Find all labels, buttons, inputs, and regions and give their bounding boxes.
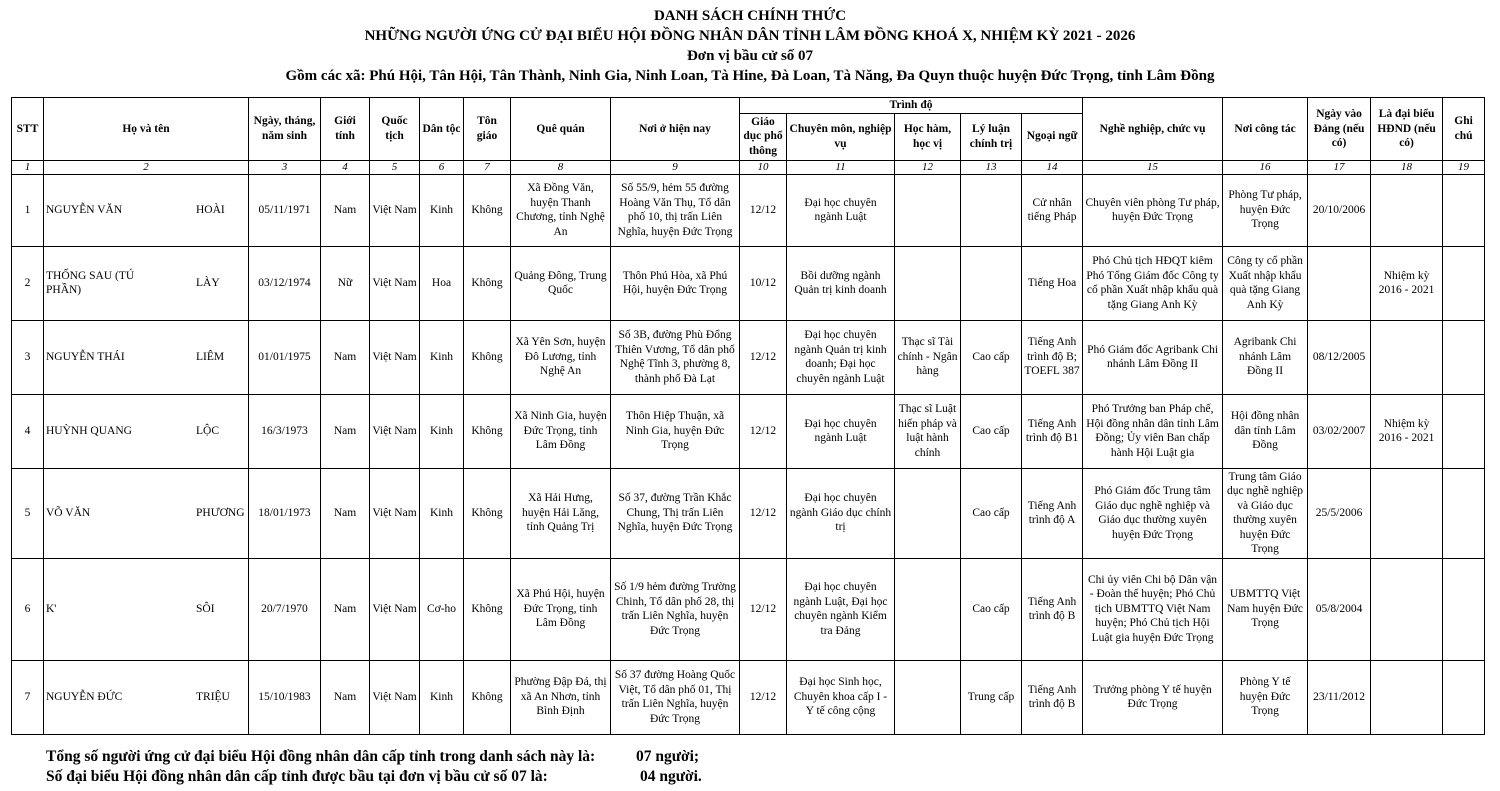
cell-former-delegate: Nhiệm kỳ 2016 - 2021 (1371, 394, 1443, 468)
cell-nationality: Việt Nam (370, 558, 420, 660)
cell-stt: 4 (12, 394, 44, 468)
cell-ethnicity: Kinh (420, 394, 464, 468)
cell-general-edu: 12/12 (740, 320, 787, 394)
col-occupation: Nghề nghiệp, chức vụ (1083, 98, 1223, 161)
cell-general-edu: 12/12 (740, 558, 787, 660)
cell-name (44, 320, 249, 394)
communes-line: Gồm các xã: Phú Hội, Tân Hội, Tân Thành, Ninh Gia, Ninh Loan, Tà Hine, Đà Loan, Tà Năng, Đa Quyn thuộc huyện Đức Trọng, tỉnh Lâm Đồng (285, 68, 1215, 84)
table-row (12, 174, 1485, 246)
col-education-group: Trình độ (740, 98, 1083, 114)
col-note: Ghi chú (1443, 98, 1485, 161)
col-general-edu: Giáo dục phổ thông (740, 113, 787, 160)
cell-nationality: Việt Nam (370, 320, 420, 394)
cell-gender: Nam (321, 394, 370, 468)
col-hometown: Quê quán (511, 98, 611, 161)
column-number: 8 (511, 160, 611, 174)
col-ethnicity: Dân tộc (420, 98, 464, 161)
table-row (12, 246, 1485, 320)
col-religion: Tôn giáo (464, 98, 511, 161)
cell-stt: 5 (12, 468, 44, 558)
cell-specialty: Đại học chuyên ngành Luật (787, 394, 895, 468)
document-header (0, 6, 1500, 86)
given-name: LỘC (196, 424, 219, 437)
cell-academic: Thạc sĩ Luật hiến pháp và luật hành chính (895, 394, 961, 468)
column-number: 14 (1022, 160, 1083, 174)
col-academic: Học hàm, học vị (895, 113, 961, 160)
col-workplace: Nơi công tác (1223, 98, 1308, 161)
cell-ethnicity: Kinh (420, 660, 464, 734)
cell-dob: 01/01/1975 (249, 320, 321, 394)
table-row (12, 558, 1485, 660)
cell-hometown: Quảng Đông, Trung Quốc (511, 246, 611, 320)
col-residence: Nơi ở hiện nay (611, 98, 740, 161)
col-former-delegate: Là đại biểu HĐND (nếu có) (1371, 98, 1443, 161)
cell-hometown: Xã Đồng Văn, huyện Thanh Chương, tỉnh Nghệ An (511, 174, 611, 246)
col-language: Ngoại ngữ (1022, 113, 1083, 160)
cell-ethnicity: Cơ-ho (420, 558, 464, 660)
cell-residence: Số 37, đường Trần Khắc Chung, Thị trấn Liên Nghĩa, huyện Đức Trọng (611, 468, 740, 558)
cell-workplace: Trung tâm Giáo dục nghề nghiệp và Giáo dục thường xuyên huyện Đức Trọng (1223, 468, 1308, 558)
cell-academic: Thạc sĩ Tài chính - Ngân hàng (895, 320, 961, 394)
cell-party-date: 23/11/2012 (1308, 660, 1371, 734)
cell-political (961, 174, 1022, 246)
cell-specialty: Đại học Sinh học, Chuyên khoa cấp I - Y tế công cộng (787, 660, 895, 734)
table-row (12, 320, 1485, 394)
candidates-body (12, 174, 1485, 734)
cell-ethnicity: Kinh (420, 468, 464, 558)
column-number: 7 (464, 160, 511, 174)
cell-hometown: Xã Hải Hưng, huyện Hải Lăng, tỉnh Quảng Trị (511, 468, 611, 558)
cell-nationality: Việt Nam (370, 468, 420, 558)
cell-religion: Không (464, 558, 511, 660)
cell-political: Cao cấp (961, 468, 1022, 558)
column-number: 4 (321, 160, 370, 174)
document-subtitle: NHỮNG NGƯỜI ỨNG CỬ ĐẠI BIỂU HỘI ĐỒNG NHÂN DÂN TỈNH LÂM ĐỒNG KHOÁ X, NHIỆM KỲ 2021 - 2026 (364, 28, 1136, 44)
footer-total-value: 07 người; (636, 748, 700, 765)
cell-occupation: Phó Chủ tịch HĐQT kiêm Phó Tổng Giám đốc Công ty cổ phần Xuất nhập khẩu quà tặng Giang Anh Kỳ (1083, 246, 1223, 320)
column-number: 3 (249, 160, 321, 174)
cell-former-delegate: Nhiệm kỳ 2016 - 2021 (1371, 246, 1443, 320)
cell-nationality: Việt Nam (370, 174, 420, 246)
col-dob: Ngày, tháng, năm sinh (249, 98, 321, 161)
column-number: 10 (740, 160, 787, 174)
column-number: 16 (1223, 160, 1308, 174)
cell-hometown: Phường Đập Đá, thị xã An Nhơn, tỉnh Bình Định (511, 660, 611, 734)
cell-residence: Thôn Phú Hòa, xã Phú Hội, huyện Đức Trọng (611, 246, 740, 320)
cell-name (44, 246, 249, 320)
cell-occupation: Chuyên viên phòng Tư pháp, huyện Đức Trọng (1083, 174, 1223, 246)
cell-specialty: Đại học chuyên ngành Quản trị kinh doanh; Đại học chuyên ngành Luật (787, 320, 895, 394)
column-number: 2 (44, 160, 249, 174)
cell-occupation: Phó Giám đốc Trung tâm Giáo dục nghề nghiệp và Giáo dục thường xuyên huyện Đức Trọng (1083, 468, 1223, 558)
cell-general-edu: 12/12 (740, 174, 787, 246)
document-title: DANH SÁCH CHÍNH THỨC (653, 8, 847, 24)
column-number-row (12, 160, 1485, 174)
cell-dob: 20/7/1970 (249, 558, 321, 660)
family-name: HUỲNH QUANG (46, 424, 132, 437)
cell-residence: Số 3B, đường Phù Đổng Thiên Vương, Tổ dân phố Nghệ Tĩnh 3, phường 8, thành phố Đà Lạt (611, 320, 740, 394)
family-name: VÕ VĂN (46, 506, 91, 519)
cell-specialty: Đại học chuyên ngành Luật, Đại học chuyên ngành Kiểm tra Đảng (787, 558, 895, 660)
cell-academic (895, 660, 961, 734)
cell-name (44, 468, 249, 558)
col-party-date: Ngày vào Đảng (nếu có) (1308, 98, 1371, 161)
cell-religion: Không (464, 246, 511, 320)
family-name: THỐNG SAU (TÚ PHẦN) (46, 269, 135, 296)
cell-party-date: 20/10/2006 (1308, 174, 1371, 246)
family-name: K' (46, 602, 57, 615)
cell-political: Cao cấp (961, 394, 1022, 468)
cell-party-date: 08/12/2005 (1308, 320, 1371, 394)
header-row (12, 98, 1485, 114)
cell-religion: Không (464, 174, 511, 246)
cell-specialty: Đại học chuyên ngành Giáo dục chính trị (787, 468, 895, 558)
cell-dob: 05/11/1971 (249, 174, 321, 246)
column-number: 17 (1308, 160, 1371, 174)
cell-party-date (1308, 246, 1371, 320)
cell-gender: Nam (321, 558, 370, 660)
cell-language: Tiếng Anh trình độ B (1022, 660, 1083, 734)
cell-ethnicity: Kinh (420, 174, 464, 246)
column-number: 18 (1371, 160, 1443, 174)
column-number: 1 (12, 160, 44, 174)
cell-general-edu: 10/12 (740, 246, 787, 320)
cell-gender: Nam (321, 660, 370, 734)
cell-name (44, 558, 249, 660)
cell-religion: Không (464, 660, 511, 734)
footer-total-label: Tổng số người ứng cử đại biểu Hội đồng nhân dân cấp tỉnh trong danh sách này là: (46, 748, 596, 765)
cell-former-delegate (1371, 468, 1443, 558)
cell-academic (895, 558, 961, 660)
cell-ethnicity: Hoa (420, 246, 464, 320)
cell-former-delegate (1371, 320, 1443, 394)
cell-language: Tiếng Hoa (1022, 246, 1083, 320)
cell-hometown: Xã Ninh Gia, huyện Đức Trọng, tỉnh Lâm Đồng (511, 394, 611, 468)
cell-party-date: 03/02/2007 (1308, 394, 1371, 468)
cell-name (44, 174, 249, 246)
table-row (12, 660, 1485, 734)
cell-ethnicity: Kinh (420, 320, 464, 394)
cell-language: Cử nhân tiếng Pháp (1022, 174, 1083, 246)
cell-stt: 3 (12, 320, 44, 394)
cell-language: Tiếng Anh trình độ B (1022, 558, 1083, 660)
given-name: PHƯƠNG (196, 506, 245, 519)
cell-academic (895, 468, 961, 558)
electoral-unit: Đơn vị bầu cử số 07 (686, 48, 814, 64)
given-name: LÀY (196, 276, 220, 289)
cell-nationality: Việt Nam (370, 660, 420, 734)
footer-elected-label: Số đại biểu Hội đồng nhân dân cấp tỉnh được bầu tại đơn vị bầu cử số 07 là: (46, 768, 548, 785)
col-stt: STT (12, 98, 44, 161)
col-political: Lý luận chính trị (961, 113, 1022, 160)
cell-former-delegate (1371, 558, 1443, 660)
cell-occupation: Trưởng phòng Y tế huyện Đức Trọng (1083, 660, 1223, 734)
cell-former-delegate (1371, 660, 1443, 734)
column-number: 12 (895, 160, 961, 174)
cell-political: Trung cấp (961, 660, 1022, 734)
cell-occupation: Phó Giám đốc Agribank Chi nhánh Lâm Đồng II (1083, 320, 1223, 394)
table-row (12, 394, 1485, 468)
given-name: HOÀI (196, 203, 225, 216)
cell-gender: Nam (321, 174, 370, 246)
column-number: 5 (370, 160, 420, 174)
cell-note (1443, 394, 1485, 468)
col-specialty: Chuyên môn, nghiệp vụ (787, 113, 895, 160)
cell-residence: Số 55/9, hẻm 55 đường Hoàng Văn Thụ, Tổ dân phố 10, thị trấn Liên Nghĩa, huyện Đức Trọng (611, 174, 740, 246)
given-name: SÔI (196, 602, 215, 615)
cell-academic (895, 174, 961, 246)
cell-dob: 16/3/1973 (249, 394, 321, 468)
column-number: 13 (961, 160, 1022, 174)
column-number: 11 (787, 160, 895, 174)
cell-academic (895, 246, 961, 320)
cell-political: Cao cấp (961, 558, 1022, 660)
family-name: NGUYỄN ĐỨC (46, 690, 123, 703)
cell-religion: Không (464, 468, 511, 558)
cell-specialty: Bồi dưỡng ngành Quản trị kinh doanh (787, 246, 895, 320)
candidates-table (11, 97, 1485, 735)
cell-name (44, 660, 249, 734)
given-name: TRIỆU (196, 690, 230, 703)
cell-general-edu: 12/12 (740, 394, 787, 468)
cell-workplace: Phòng Y tế huyện Đức Trọng (1223, 660, 1308, 734)
col-nationality: Quốc tịch (370, 98, 420, 161)
cell-occupation: Chi ủy viên Chi bộ Dân vận - Đoàn thể huyện; Phó Chủ tịch UBMTTQ Việt Nam huyện; Phó Chủ tịch Hội Luật gia huyện Đức Trọng (1083, 558, 1223, 660)
given-name: LIÊM (196, 350, 225, 363)
cell-hometown: Xã Phú Hội, huyện Đức Trọng, tỉnh Lâm Đồng (511, 558, 611, 660)
cell-language: Tiếng Anh trình độ A (1022, 468, 1083, 558)
cell-hometown: Xã Yên Sơn, huyện Đô Lương, tỉnh Nghệ An (511, 320, 611, 394)
cell-workplace: Hội đồng nhân dân tỉnh Lâm Đồng (1223, 394, 1308, 468)
cell-stt: 7 (12, 660, 44, 734)
cell-stt: 1 (12, 174, 44, 246)
cell-workplace: Công ty cổ phần Xuất nhập khẩu quà tặng Giang Anh Kỳ (1223, 246, 1308, 320)
col-gender: Giới tính (321, 98, 370, 161)
cell-dob: 15/10/1983 (249, 660, 321, 734)
cell-stt: 2 (12, 246, 44, 320)
cell-residence: Thôn Hiệp Thuận, xã Ninh Gia, huyện Đức Trọng (611, 394, 740, 468)
cell-general-edu: 12/12 (740, 468, 787, 558)
cell-religion: Không (464, 394, 511, 468)
cell-gender: Nam (321, 468, 370, 558)
cell-workplace: Agribank Chi nhánh Lâm Đồng II (1223, 320, 1308, 394)
cell-party-date: 05/8/2004 (1308, 558, 1371, 660)
footer-elected-value: 04 người. (640, 768, 702, 785)
cell-occupation: Phó Trưởng ban Pháp chế, Hội đồng nhân dân tỉnh Lâm Đồng; Ủy viên Ban chấp hành Hội Luật gia (1083, 394, 1223, 468)
cell-nationality: Việt Nam (370, 246, 420, 320)
cell-name (44, 394, 249, 468)
cell-nationality: Việt Nam (370, 394, 420, 468)
cell-dob: 03/12/1974 (249, 246, 321, 320)
family-name: NGUYỄN THÁI (46, 350, 125, 363)
col-name: Họ và tên (44, 98, 249, 161)
cell-note (1443, 246, 1485, 320)
cell-note (1443, 174, 1485, 246)
cell-note (1443, 660, 1485, 734)
family-name: NGUYỄN VĂN (46, 203, 123, 216)
column-number: 6 (420, 160, 464, 174)
cell-residence: Số 1/9 hẻm đường Trường Chinh, Tổ dân phố 28, thị trấn Liên Nghĩa, huyện Đức Trọng (611, 558, 740, 660)
cell-former-delegate (1371, 174, 1443, 246)
cell-religion: Không (464, 320, 511, 394)
cell-political (961, 246, 1022, 320)
cell-note (1443, 468, 1485, 558)
cell-note (1443, 320, 1485, 394)
cell-language: Tiếng Anh trình độ B; TOEFL 387 (1022, 320, 1083, 394)
cell-specialty: Đại học chuyên ngành Luật (787, 174, 895, 246)
cell-workplace: UBMTTQ Việt Nam huyện Đức Trọng (1223, 558, 1308, 660)
cell-gender: Nam (321, 320, 370, 394)
table-row (12, 468, 1485, 558)
cell-residence: Số 37 đường Hoàng Quốc Việt, Tổ dân phố 01, Thị trấn Liên Nghĩa, huyện Đức Trọng (611, 660, 740, 734)
cell-note (1443, 558, 1485, 660)
column-number: 9 (611, 160, 740, 174)
cell-party-date: 25/5/2006 (1308, 468, 1371, 558)
footer-elected (46, 768, 702, 786)
cell-language: Tiếng Anh trình độ B1 (1022, 394, 1083, 468)
cell-gender: Nữ (321, 246, 370, 320)
cell-workplace: Phòng Tư pháp, huyện Đức Trọng (1223, 174, 1308, 246)
cell-dob: 18/01/1973 (249, 468, 321, 558)
cell-political: Cao cấp (961, 320, 1022, 394)
column-number: 15 (1083, 160, 1223, 174)
cell-stt: 6 (12, 558, 44, 660)
cell-general-edu: 12/12 (740, 660, 787, 734)
column-number: 19 (1443, 160, 1485, 174)
footer-total (46, 748, 700, 766)
